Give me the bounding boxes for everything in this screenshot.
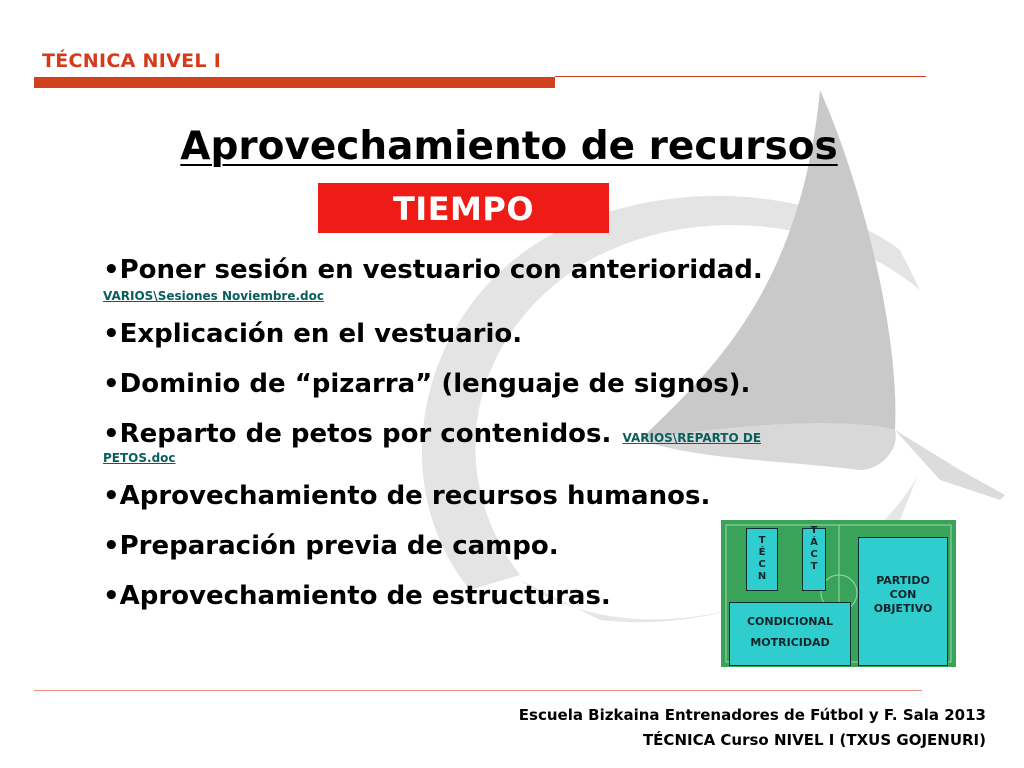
reparto-link[interactable]: VARIOS\REPARTO DE [622,431,762,445]
tecnica-box [746,528,778,591]
condicional-label: CONDICIONAL [746,615,834,628]
footer-school: Escuela Bizkaina Entrenadores de Fútbol y F. Sala 2013 [518,706,986,724]
tactica-box [802,525,826,591]
tecnica-label: T É C N [757,535,767,582]
header-rule-thin [555,76,926,77]
footer-course: TÉCNICA Curso NIVEL I (TXUS GOJENURI) [642,731,986,749]
footer-rule [34,690,922,691]
header-rule-thick [34,77,555,88]
motricidad-label: MOTRICIDAD [750,636,830,649]
condicional-box [729,602,851,666]
tiempo-tag: TIEMPO [318,183,609,233]
bullet-item: •Dominio de “pizarra” (lenguaje de signos). [103,369,751,399]
reparto-link-continued[interactable]: PETOS.doc [103,451,176,465]
bullet-item: •Explicación en el vestuario. [103,319,523,349]
bullet-item: •Aprovechamiento de recursos humanos. [103,481,711,511]
slide-title: Aprovechamiento de recursos [180,124,838,169]
section-label: TÉCNICA NIVEL I [42,50,222,72]
field-diagram [721,520,956,667]
bullet-item: •Reparto de petos por contenidos. [103,419,612,449]
partido-box [858,537,948,666]
bullet-item: •Poner sesión en vestuario con anterioridad. [103,255,763,285]
sesiones-link[interactable]: VARIOS\Sesiones Noviembre.doc [103,289,324,303]
tactica-label: T Á C T [810,525,818,572]
partido-label: PARTIDO CON OBJETIVO [873,574,933,615]
bullet-item: •Aprovechamiento de estructuras. [103,581,611,611]
bullet-item: •Preparación previa de campo. [103,531,559,561]
